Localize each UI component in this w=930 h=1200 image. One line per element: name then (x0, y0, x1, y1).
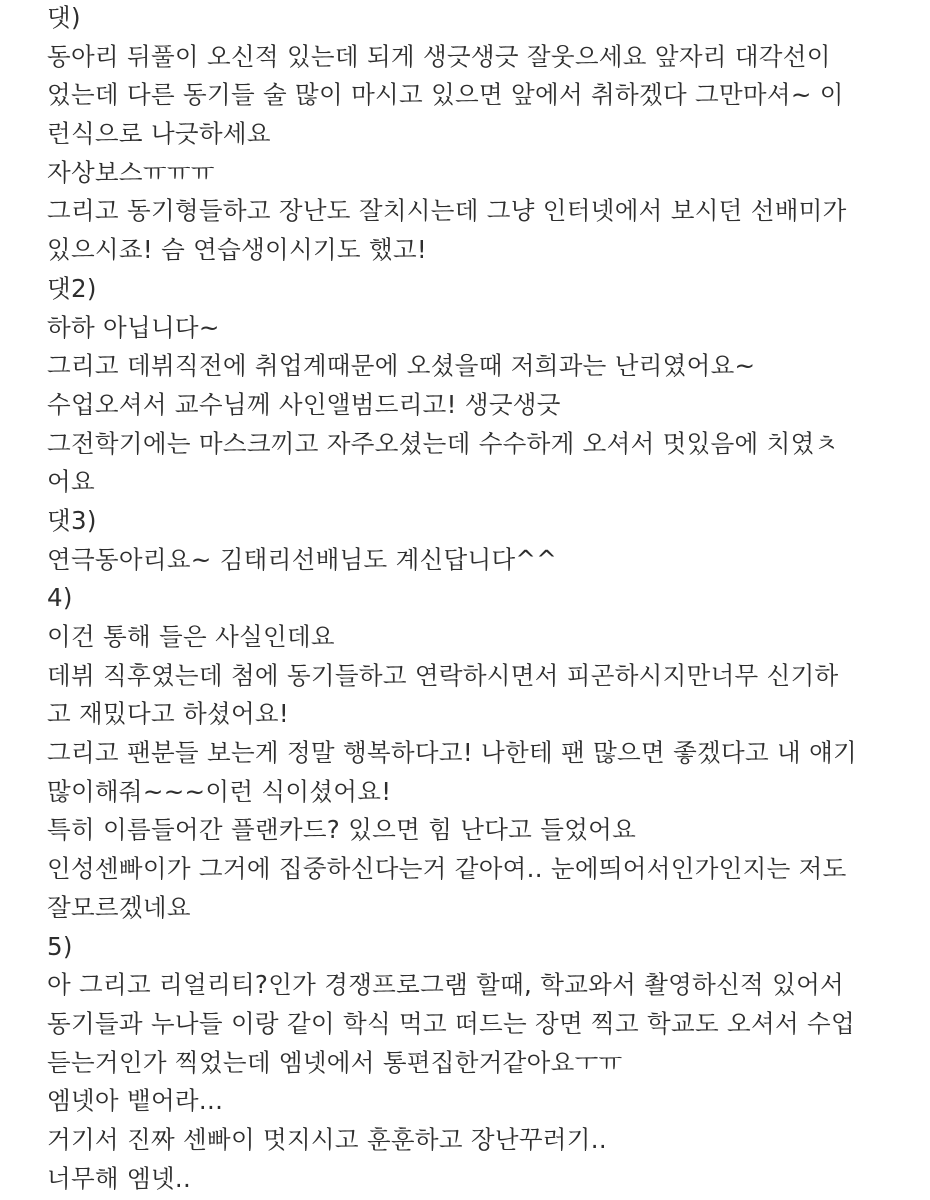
text-line: 그전학기에는 마스크끼고 자주오셨는데 수수하게 오셔서 멋있음에 치였ㅊ (47, 428, 839, 458)
text-line: 그리고 팬분들 보는게 정말 행복하다고! 나한테 팬 많으면 좋겠다고 내 얘기 (47, 738, 858, 768)
text-line: 너무해 엠넷.. (47, 1163, 192, 1193)
text-line: 댓2) (47, 273, 97, 303)
text-line: 댓) (47, 3, 81, 32)
post-text-body (47, 0, 917, 1199)
text-line: 어요 (47, 467, 95, 497)
text-line: 잘모르겠네요 (47, 892, 191, 922)
text-line: 었는데 다른 동기들 술 많이 마시고 있으면 앞에서 취하겠다 그만마셔~ 이 (47, 80, 844, 110)
text-line: 수업오셔서 교수님께 사인앨범드리고! 생긋생긋 (47, 389, 561, 419)
text-line: 5) (47, 931, 73, 961)
text-line: 런식으로 나긋하세요 (47, 119, 271, 149)
text-line: 댓3) (47, 505, 97, 535)
text-line: 하하 아닙니다~ (47, 312, 220, 342)
text-line: 고 재밌다고 하셨어요! (47, 699, 289, 729)
text-line: 거기서 진짜 센빠이 멋지시고 훈훈하고 장난꾸러기.. (47, 1124, 607, 1154)
text-line: 4) (47, 583, 73, 613)
text-line: 엠넷아 뱉어라... (47, 1086, 224, 1116)
text-line: 그리고 동기형들하고 장난도 잘치시는데 그냥 인터넷에서 보시던 선배미가 (47, 196, 847, 226)
text-line: 연극동아리요~ 김태리선배님도 계신답니다^^ (47, 544, 558, 574)
text-line: 있으시죠! 슴 연습생이시기도 했고! (47, 235, 428, 265)
text-line: 그리고 데뷔직전에 취업계때문에 오셨을때 저희과는 난리였어요~ (47, 351, 756, 381)
text-line: 데뷔 직후였는데 첨에 동기들하고 연락하시면서 피곤하시지만너무 신기하 (47, 660, 839, 690)
text-line: 듣는거인가 찍었는데 엠넷에서 통편집한거같아요ㅜㅠ (47, 1047, 623, 1077)
text-line: 동아리 뒤풀이 오신적 있는데 되게 생긋생긋 잘웃으세요 앞자리 대각선이 (47, 41, 831, 71)
text-line: 인성센빠이가 그거에 집중하신다는거 같아여.. 눈에띄어서인가인지는 저도 (47, 854, 847, 884)
text-line: 자상보스ㅠㅠㅠ (47, 157, 215, 187)
text-line: 동기들과 누나들 이랑 같이 학식 먹고 떠드는 장면 찍고 학교도 오셔서 수업 (47, 1008, 855, 1038)
text-line: 이건 통해 들은 사실인데요 (47, 622, 335, 651)
text-line: 특히 이름들어간 플랜카드? 있으면 힘 난다고 들었어요 (47, 815, 637, 845)
text-line: 아 그리고 리얼리티?인가 경쟁프로그램 할때, 학교와서 촬영하신적 있어서 (47, 970, 845, 1000)
text-line: 많이해줘~~~이런 식이셨어요! (47, 776, 392, 806)
